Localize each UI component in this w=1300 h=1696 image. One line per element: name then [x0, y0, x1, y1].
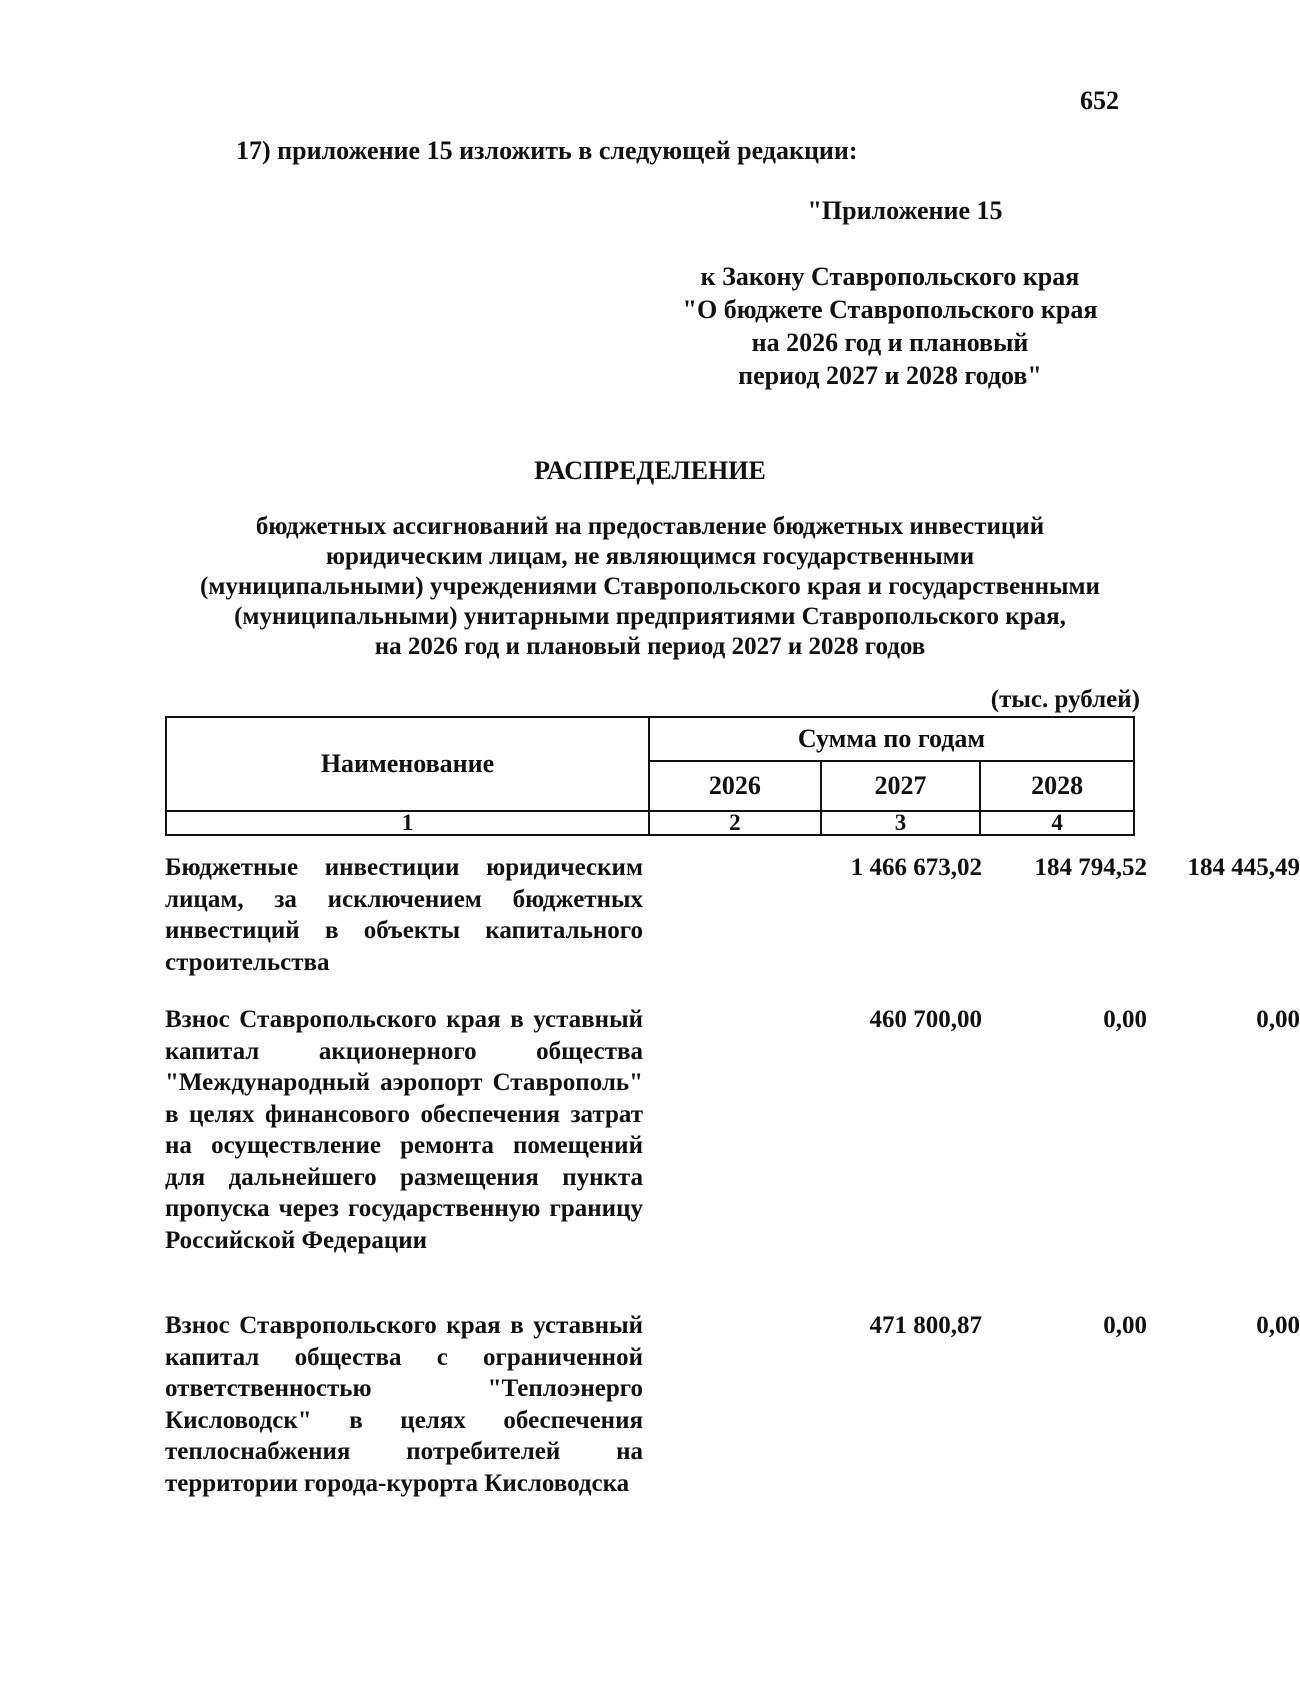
subtitle-line: юридическим лицам, не являющимся государственными: [325, 543, 975, 570]
intro-text: 17) приложение 15 изложить в следующей редакции:: [236, 136, 858, 165]
page-number: 652: [1080, 86, 1119, 115]
subtitle-line: бюджетных ассигнований на предоставление бюджетных инвестиций: [255, 513, 1045, 540]
column-number: 4: [980, 811, 1134, 835]
value-2026: 460 700,00: [869, 1006, 982, 1033]
column-number: 2: [649, 811, 821, 835]
budget-table-header: [165, 716, 1135, 836]
value-2027: 0,00: [1103, 1312, 1147, 1339]
document-title: РАСПРЕДЕЛЕНИЕ: [534, 456, 766, 485]
value-2028: 0,00: [1256, 1312, 1300, 1339]
column-number: 1: [166, 811, 649, 835]
appendix-header: [640, 194, 1140, 392]
header-year-2026: 2026: [649, 761, 821, 811]
header-year-2028: 2028: [980, 761, 1134, 811]
appendix-line: период 2027 и 2028 годов": [738, 361, 1042, 390]
value-2026: 471 800,87: [869, 1312, 982, 1339]
appendix-line: "О бюджете Ставропольского края: [682, 295, 1098, 324]
units-label: (тыс. рублей): [990, 686, 1140, 713]
header-name: Наименование: [166, 717, 649, 811]
value-2027: 184 794,52: [1034, 854, 1147, 881]
appendix-title: "Приложение 15: [807, 196, 1003, 225]
value-2027: 0,00: [1103, 1006, 1147, 1033]
subtitle-line: (муниципальными) унитарными предприятиями Ставропольского края,: [234, 603, 1066, 630]
row-name: Бюджетные инвестиции юридическим лицам, за исключением бюджетных инвестиций в объекты капитального строительства: [165, 854, 643, 976]
subtitle-line: (муниципальными) учреждениями Ставропольского края и государственными: [200, 573, 1100, 600]
value-2028: 0,00: [1256, 1006, 1300, 1033]
row-name: Взнос Ставропольского края в уставный капитал акционерного общества "Международный аэропорт Ставрополь" в целях финансового обеспечения затрат на осуществление ремонта помещений для дальнейшего размещения пункта пропуска через государственную границу Российской Федерации: [165, 1006, 643, 1254]
subtitle-line: на 2026 год и плановый период 2027 и 2028 годов: [374, 633, 926, 660]
header-sum-by-years: Сумма по годам: [649, 717, 1134, 761]
value-2026: 1 466 673,02: [850, 854, 982, 881]
appendix-line: к Закону Ставропольского края: [700, 262, 1080, 291]
appendix-line: на 2026 год и плановый: [751, 328, 1029, 357]
row-name: Взнос Ставропольского края в уставный капитал общества с ограниченной ответственностью "Теплоэнерго Кисловодск" в целях обеспечения теплоснабжения потребителей на территории города-курорта Кисловодска: [165, 1312, 643, 1497]
document-subtitle: [150, 512, 1150, 662]
value-2028: 184 445,49: [1187, 854, 1300, 881]
header-year-2027: 2027: [821, 761, 981, 811]
column-number: 3: [821, 811, 981, 835]
